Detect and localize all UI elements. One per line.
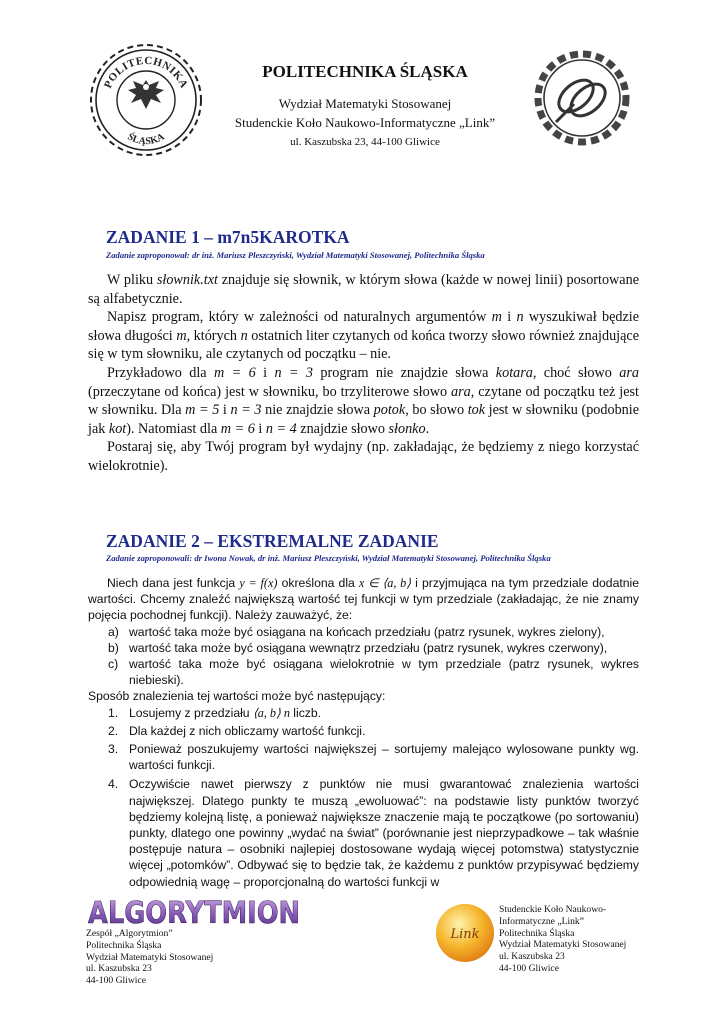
svg-text:ŚLĄSKA (126, 131, 168, 148)
list-item: a) wartość taka może być osiągana na końcach przedziału (patrz rysunek, wykres zielony), (108, 624, 605, 639)
task1-paragraph: W pliku słownik.txt znajduje się słownik, w którym słowa (każde w nowej linii) posortowane są alfabetycznie. (88, 272, 639, 307)
faculty-name: Wydział Matematyki Stosowanej (278, 96, 452, 111)
list-item: 1. Losujemy z przedziału ⟨a, b⟩ n liczb. (108, 705, 322, 720)
task2-title: ZADANIE 2 – EKSTREMALNE ZADANIE (106, 531, 439, 551)
link-club-gear-logo (526, 42, 638, 154)
task2-body (88, 575, 639, 892)
club-name: Studenckie Koło Naukowo-Informatyczne „Link” (234, 115, 496, 130)
task1-paragraph: Przykładowo dla m = 6 i n = 3 program nie znajdzie słowa kotara, choć słowo ara (przeczytane od końca) jest w słowniku, bo trzyliterowe słowo ara, czytane od początku też jest w słowniku. Dla m = 5 i n = 3 nie znajdzie słowa potok, bo słowo tok jest w słowniku (podobnie jak kot). Natomiast dla m = 6 i n = 4 znajdzie słowo słonko. (88, 364, 639, 437)
task1-title: ZADANIE 1 – m7n5KAROTKA (106, 227, 350, 247)
task1-author: Zadanie zaproponował: dr inż. Mariusz Pleszczyński, Wydział Matematyki Stosowanej, Politechnika Śląska (106, 250, 485, 260)
eagle-icon (128, 80, 164, 109)
politechnika-slaska-seal (86, 40, 206, 160)
university-title: POLITECHNIKA ŚLĄSKA (262, 62, 468, 81)
algorytmion-logo (86, 894, 302, 931)
task2-intro: Niech dana jest funkcja y = f(x) określona dla x ∈ ⟨a, b⟩ i przyjmująca na tym przedziale dodatnie wartości. Chcemy znaleźć największą wartość tej funkcji w tym przedziale (zakładając, że nie znamy pojęcia pochodnej funkcji). Należy zauważyć, że: (88, 576, 639, 623)
list-item: c) wartość taka może być osiągana wielokrotnie w tym przedziale (patrz rysunek, wykres niebieski). (108, 657, 639, 688)
task1-paragraph: Postaraj się, aby Twój program był wydajny (np. zakładając, że będziemy z niego korzystać wielokrotnie). (88, 439, 639, 474)
link-logo (434, 902, 496, 964)
list-item: 4. Oczywiście nawet pierwszy z punktów nie musi gwarantować znalezienia wartości największej. Dlatego punkty te muszą „ewoluować”: na podstawie listy punktów tworzyć będziemy kolejną listę, a ponieważ największe znaczenie mają te początkowe (po sortowaniu) punkty, dlatego one powinny „wydać na świat” (porównanie jest nieprzypadkowe – tak właśnie postępuje natura – osobniki najlepiej dostosowane wydają więcej potomstwa) statystycznie więcej „potomków”. Odbywać się to będzie tak, że każdemu z punktów przypisywać będziemy odpowiednią wagę – proporcjonalną do wartości funkcji w (108, 777, 639, 889)
cases-list (88, 624, 639, 689)
task1-paragraph: Napisz program, który w zależności od naturalnych argumentów m i n wyszukiwał będzie słowa długości m, których n ostatnich liter czytanych od końca tworzy słowo również znajdujące się w tym słowniku, ale czytanych od początku – nie. (88, 309, 639, 363)
list-item: 3. Ponieważ poszukujemy wartości największej – sortujemy malejąco wylosowane punkty wg. wartości funkcji. (108, 742, 639, 773)
footer-right: Studenckie Koło Naukowo- Informatyczne „Link” Politechnika Śląska Wydział Matematyki Stosowanej ul. Kaszubska 23 44-100 Gliwice (499, 904, 627, 974)
task2-author: Zadanie zaproponowali: dr Iwona Nowak, dr inż. Mariusz Pleszczyński, Wydział Matematyki Stosowanej, Politechnika Śląska (106, 553, 551, 563)
address: ul. Kaszubska 23, 44-100 Gliwice (290, 136, 440, 148)
list-item: 2. Dla każdej z nich obliczamy wartość funkcji. (108, 723, 366, 738)
steps-list (88, 705, 639, 890)
seal-text-top: POLITECHNIKA (101, 54, 191, 91)
brand-text: ALGORYTMION (88, 896, 300, 931)
seal-text-bottom: ŚLĄSKA (125, 131, 167, 148)
method-intro: Sposób znalezienia tej wartości może być następujący: (88, 689, 386, 704)
list-item: b) wartość taka może być osiągana wewnątrz przedziału (patrz rysunek, wykres czerwony), (108, 640, 608, 655)
link-logo-text: Link (450, 927, 480, 942)
footer-left: Zespół „Algorytmion” Politechnika Śląska Wydział Matematyki Stosowanej ul. Kaszubska 23 44-100 Gliwice (86, 928, 214, 987)
task1-body (88, 271, 639, 476)
